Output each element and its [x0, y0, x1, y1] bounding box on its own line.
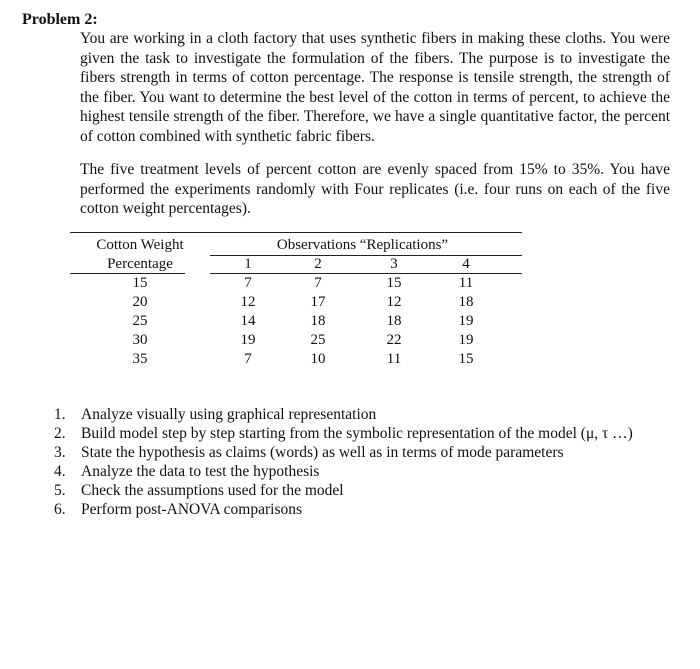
list-item-text: Check the assumptions used for the model: [81, 482, 344, 499]
list-item-text: Perform post-ANOVA comparisons: [81, 501, 303, 518]
problem-description: You are working in a cloth factory that uses synthetic fibers in making these cloths. You were given the task to investigate the formulation of the fibers. The purpose is to investigate the fibers strength in terms of cotton percentage. The response is tensile strength, the strength of the fiber. You want to determine the best level of the cotton in terms of percent, to achieve the highest tensile strength of the fiber. Therefore, we have a single quantitative factor, the percent of cotton combined with synthetic fabric fibers.: [80, 30, 670, 145]
table-cell: 15: [132, 275, 148, 291]
table-cell: 14: [240, 313, 256, 329]
observations-header: Observations “Replications”: [276, 237, 449, 253]
list-item-number: 4.: [54, 463, 66, 480]
list-item: [48, 443, 633, 462]
table-cell: 18: [386, 313, 402, 329]
list-item: [48, 405, 633, 424]
table-cell: 30: [132, 332, 148, 348]
list-item: [48, 462, 633, 481]
table-cell: 18: [310, 313, 326, 329]
table-top-rule: [70, 232, 522, 233]
table-cell: 19: [240, 332, 256, 348]
table-cell: 20: [132, 294, 148, 310]
table-cell: 25: [310, 332, 326, 348]
table-cell: 25: [132, 313, 148, 329]
table-cell: 7: [314, 275, 322, 291]
table-cell: 18: [458, 294, 474, 310]
list-item-text: State the hypothesis as claims (words) as well as in terms of mode parameters: [81, 444, 564, 461]
table-cell: 19: [458, 332, 474, 348]
table-cell: 10: [310, 351, 326, 367]
percentage-header: Percentage: [107, 256, 173, 272]
list-item-text: Analyze the data to test the hypothesis: [81, 463, 320, 480]
task-list: [48, 405, 633, 519]
list-item-text: Analyze visually using graphical representation: [81, 406, 377, 423]
list-item: [48, 424, 633, 443]
list-item: [48, 481, 633, 500]
table-cell: 19: [458, 313, 474, 329]
table-cell: 17: [310, 294, 326, 310]
table-cell: 12: [240, 294, 256, 310]
list-item-text: Build model step by step starting from the symbolic representation of the model (μ, τ …): [81, 425, 633, 442]
table-cell: 35: [132, 351, 148, 367]
list-item-number: 3.: [54, 444, 66, 461]
list-item-number: 1.: [54, 406, 66, 423]
list-item: [48, 500, 633, 519]
table-cell: 7: [244, 351, 252, 367]
cotton-weight-header: Cotton Weight: [96, 237, 184, 253]
table-cell: 15: [458, 351, 474, 367]
table-cell: 15: [386, 275, 402, 291]
replicate-header: 1: [244, 256, 252, 272]
table-cell: 11: [458, 275, 474, 291]
table-cell: 12: [386, 294, 402, 310]
table-cell: 22: [386, 332, 402, 348]
table-cell: 11: [386, 351, 402, 367]
experiment-description: The five treatment levels of percent cotton are evenly spaced from 15% to 35%. You have performed the experiments randomly with Four replicates (i.e. four runs on each of the five cotton weight percentages).: [80, 161, 670, 217]
problem-title: Problem 2:: [22, 11, 98, 28]
replicate-header: 3: [390, 256, 398, 272]
list-item-number: 5.: [54, 482, 66, 499]
replicate-header: 2: [314, 256, 322, 272]
list-item-number: 6.: [54, 501, 66, 518]
list-item-number: 2.: [54, 425, 66, 442]
replicate-header: 4: [462, 256, 470, 272]
table-cell: 7: [244, 275, 252, 291]
